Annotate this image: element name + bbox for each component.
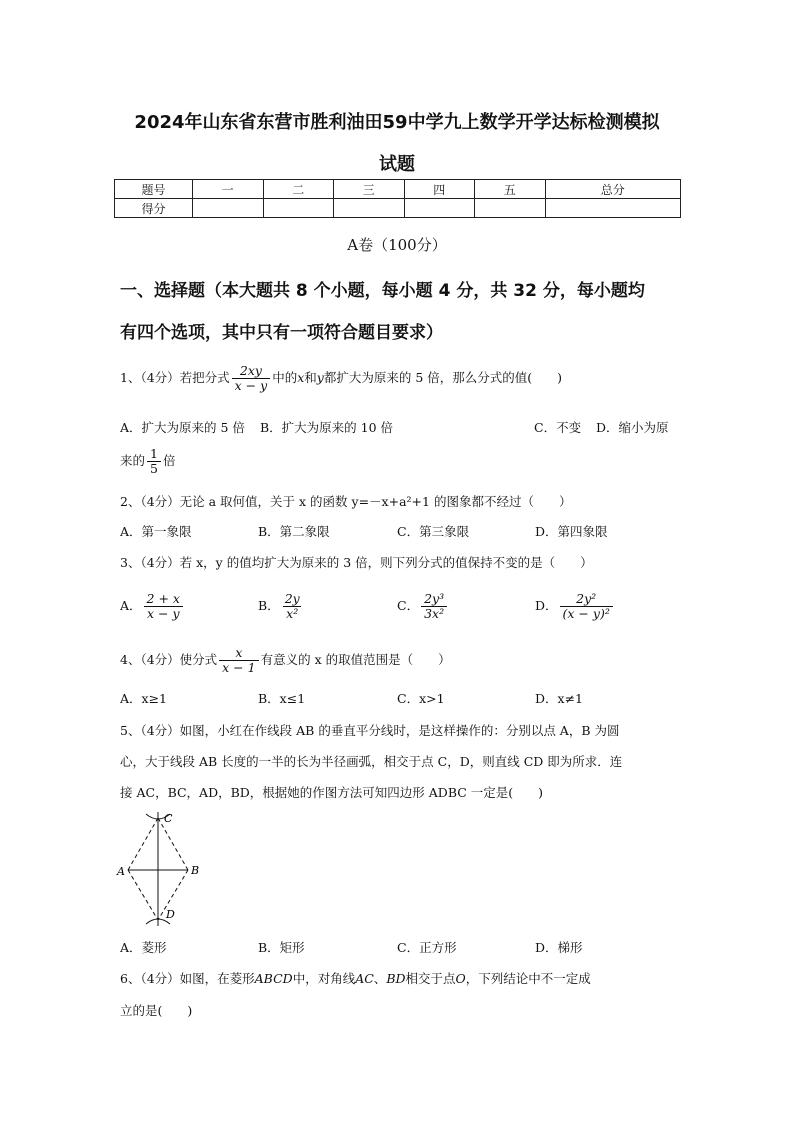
section-heading-line2: 有四个选项，其中只有一项符合题目要求）	[120, 323, 443, 343]
q1-option-c: C．不变	[534, 420, 582, 435]
label-b: B	[191, 864, 200, 877]
label-a: A	[117, 865, 125, 878]
label-c: C	[164, 812, 173, 825]
q5-option-b: B．矩形	[258, 940, 305, 955]
score-cell: 五	[475, 180, 546, 199]
score-cell: 总分	[545, 180, 681, 199]
score-input-cell[interactable]	[545, 199, 681, 218]
score-table-score-row	[115, 199, 681, 218]
score-cell: 一	[193, 180, 264, 199]
question-4: 4、（4分）使分式 $\frac{x}{x - 1}$ 有意义的 x 的取值范围是（ ）	[120, 645, 451, 675]
q3-option-a: A． $\frac{2 + x}{x - y}$	[120, 588, 185, 624]
q1-option-a: A．扩大为原来的 5 倍	[120, 420, 245, 435]
question-3: 3、（4分）若 x，y 的值均扩大为原来的 3 倍，则下列分式的值保持不变的是（ ）	[120, 555, 593, 570]
question-5-line3: 接 AC，BC，AD，BD，根据她的作图方法可知四边形 ADBC 一定是( )	[120, 785, 544, 800]
exam-title-line1: 2024年山东省东营市胜利油田59中学九上数学开学达标检测模拟	[134, 112, 660, 133]
section-heading-line1: 一、选择题（本大题共 8 个小题，每小题 4 分，共 32 分，每小题均	[120, 281, 645, 301]
q4-option-d: D．x≠1	[535, 691, 583, 706]
question-5-line2: 心，大于线段 AB 长度的一半的长为半径画弧，相交于点 C，D，则直线 CD 即为所求．连	[120, 754, 623, 769]
q1-option-d: D．缩小为原	[596, 420, 669, 435]
segment-ac	[128, 818, 158, 870]
q2-option-c: C．第三象限	[397, 524, 470, 539]
score-input-cell[interactable]	[334, 199, 405, 218]
segment-bc	[158, 818, 188, 870]
question-1: 1、（4分）若把分式 $\frac{2xy}{x - y}$ 中的x和y都扩大为原来的 5 倍，那么分式的值( )	[120, 363, 563, 393]
question-5-line1: 5、（4分）如图，小红在作线段 AB 的垂直平分线时，是这样操作的：分别以点 A，B 为圆	[120, 723, 620, 738]
question-2: 2、（4分）无论 a 取何值，关于 x 的函数 y=－x+a²+1 的图象都不经过（ ）	[120, 494, 572, 509]
score-cell: 四	[404, 180, 475, 199]
q4-option-c: C．x>1	[397, 691, 445, 706]
q5-option-d: D．梯形	[535, 940, 583, 955]
score-input-cell[interactable]	[475, 199, 546, 218]
exam-title-line2: 试题	[379, 154, 415, 175]
score-cell: 题号	[115, 180, 193, 199]
score-table-header-row	[115, 180, 681, 199]
q1-option-b: B．扩大为原来的 10 倍	[260, 420, 394, 435]
label-d: D	[166, 908, 175, 921]
score-cell: 二	[263, 180, 334, 199]
q4-option-a: A．x≥1	[120, 691, 168, 706]
question-6-line1: 6、（4分）如图，在菱形ABCD中，对角线AC、BD相交于点O，下列结论中不一定成	[120, 971, 591, 986]
q1-fraction: $\frac{2xy}{x - y}$	[232, 364, 271, 393]
question-6-line2: 立的是( )	[120, 1003, 193, 1018]
score-input-cell[interactable]	[263, 199, 334, 218]
q2-option-a: A．第一象限	[120, 524, 192, 539]
score-table	[114, 179, 681, 218]
volume-label: A卷（100分）	[347, 236, 447, 254]
q2-option-d: D．第四象限	[535, 524, 608, 539]
q5-option-a: A．菱形	[120, 940, 167, 955]
segment-ad	[128, 870, 158, 920]
q5-rhombus-figure	[114, 806, 214, 930]
q3-option-b: B． $\frac{2y}{\text{x²}}$	[258, 591, 300, 621]
score-cell: 得分	[115, 199, 193, 218]
q3-option-c: C． $\frac{\text{2y³}}{\text{3x²}}$	[397, 588, 449, 624]
q3-option-d: D． $\frac{\text{2y²}}{\text{(x − y)²}}$	[535, 588, 615, 624]
score-cell: 三	[334, 180, 405, 199]
score-input-cell[interactable]	[193, 199, 264, 218]
q4-option-b: B．x≤1	[258, 691, 306, 706]
score-input-cell[interactable]	[404, 199, 475, 218]
q1-option-d-continued: 来的 $\frac{1}{5}$ 倍	[120, 446, 176, 476]
q5-option-c: C．正方形	[397, 940, 457, 955]
q2-option-b: B．第二象限	[258, 524, 330, 539]
